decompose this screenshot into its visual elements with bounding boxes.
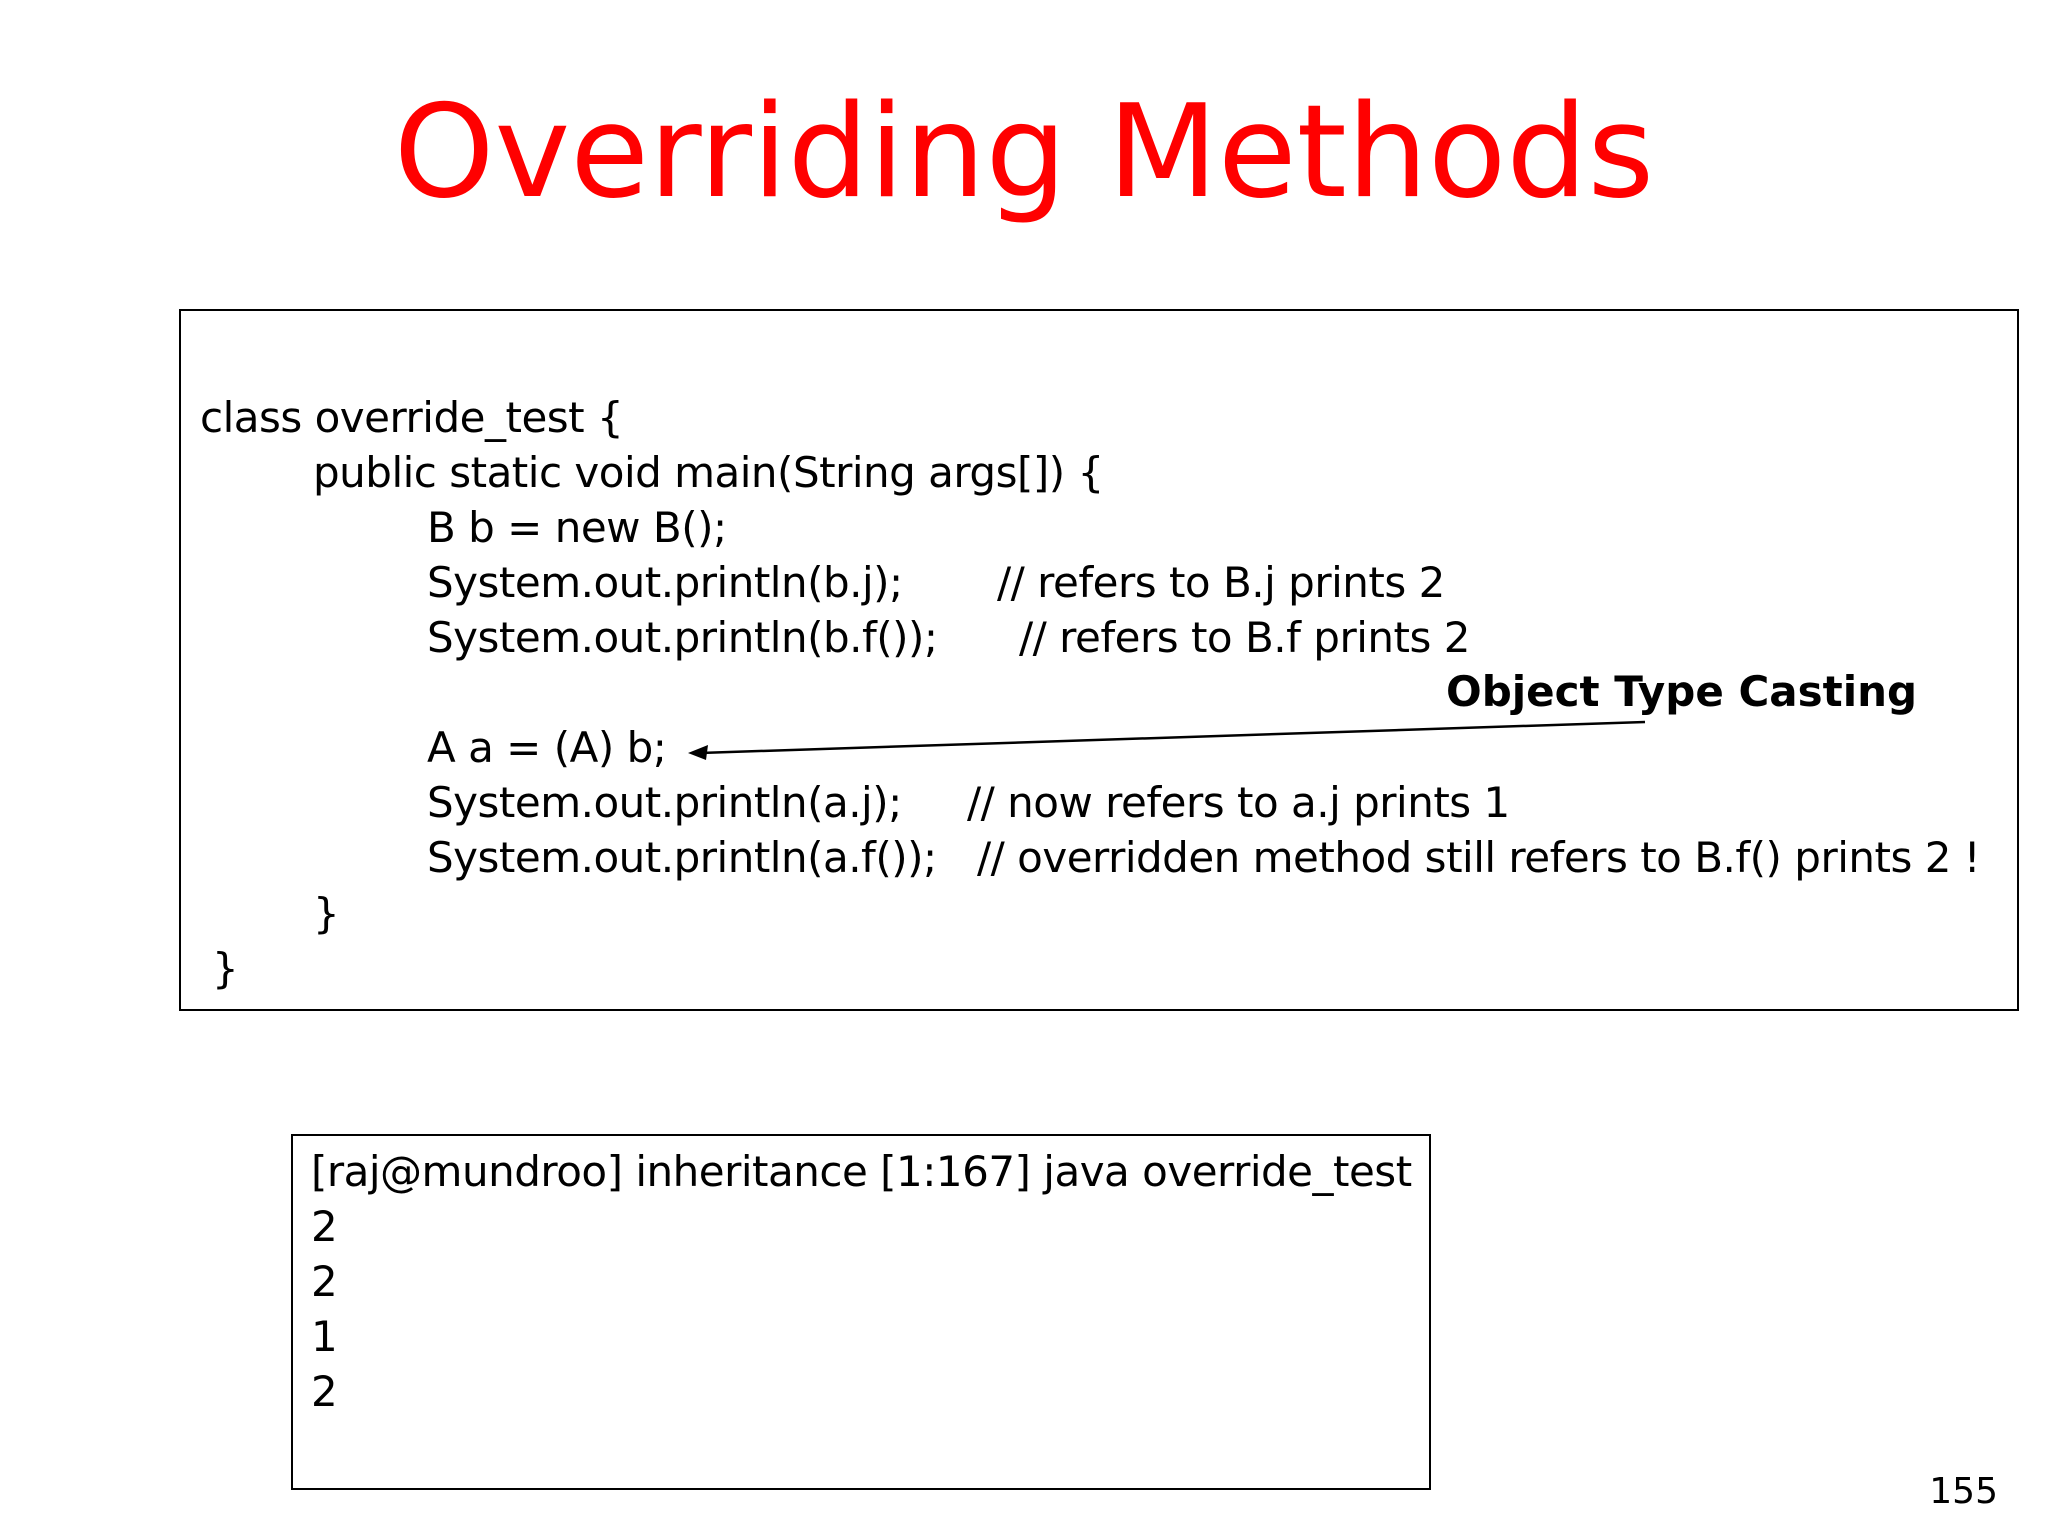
code-line: } bbox=[313, 889, 340, 938]
slide-title: Overriding Methods bbox=[393, 78, 1655, 227]
code-line: } bbox=[212, 944, 239, 993]
code-line: class override_test { bbox=[200, 393, 624, 442]
code-line: System.out.println(a.j); bbox=[427, 778, 902, 827]
terminal-command: [raj@mundroo] inheritance [1:167] java override_test bbox=[311, 1147, 1412, 1196]
code-line: System.out.println(b.f()); bbox=[427, 613, 938, 662]
code-line: A a = (A) b; bbox=[427, 723, 667, 772]
terminal-output-line: 2 bbox=[311, 1367, 338, 1416]
code-comment: // refers to B.f prints 2 bbox=[1019, 613, 1470, 662]
code-comment: // now refers to a.j prints 1 bbox=[967, 778, 1510, 827]
object-type-casting-label: Object Type Casting bbox=[1446, 667, 1918, 716]
code-line: B b = new B(); bbox=[427, 503, 727, 552]
terminal-output-line: 2 bbox=[311, 1202, 338, 1251]
code-comment: // refers to B.j prints 2 bbox=[997, 558, 1445, 607]
code-comment: // overridden method still refers to B.f() prints 2 ! bbox=[977, 833, 1981, 882]
code-line: System.out.println(b.j); bbox=[427, 558, 903, 607]
code-line: System.out.println(a.f()); bbox=[427, 833, 937, 882]
code-line: public static void main(String args[]) { bbox=[313, 448, 1104, 497]
terminal-output-line: 2 bbox=[311, 1257, 338, 1306]
terminal-output-line: 1 bbox=[311, 1312, 338, 1361]
page-number: 155 bbox=[1929, 1471, 1998, 1512]
